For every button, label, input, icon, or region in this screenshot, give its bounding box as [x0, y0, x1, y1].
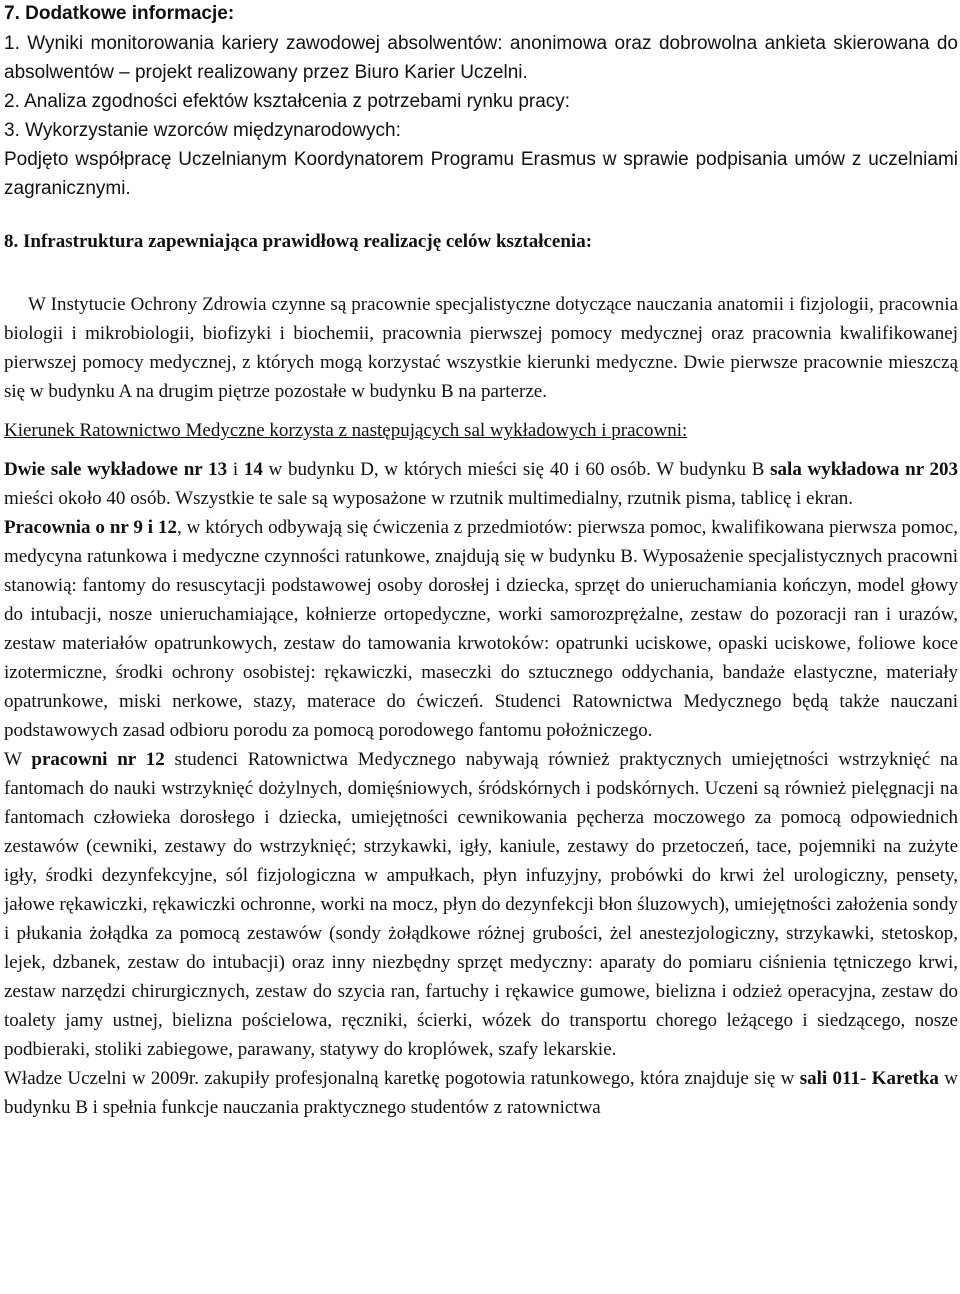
lecture-halls-text-3: mieści około 40 osób. Wszystkie te sale są wyposażone w rzutnik multimedialny, rzutnik pisma, tablicę i ekran. — [4, 488, 853, 509]
lecture-halls-bold-2: 14 — [243, 459, 263, 480]
ambulance-paragraph — [4, 1064, 958, 1122]
lecture-halls-text-2: w budynku D, w których mieści się 40 i 60 osób. W budynku B — [262, 459, 771, 480]
section-8-title: 8. Infrastruktura zapewniająca prawidłową realizację celów kształcenia: — [4, 231, 593, 252]
section-7-item-3-text: Podjęto współpracę Uczelnianym Koordynatorem Programu Erasmus w sprawie podpisania umów z uczelniami zagranicznymi. — [4, 149, 958, 199]
section-7-body — [4, 29, 958, 203]
lecture-halls-bold-3: sala wykładowa nr 203 — [770, 459, 959, 480]
lab-12-text-0: W — [4, 749, 32, 770]
lecture-halls-bold-1: Dwie sale wykładowe nr 13 — [4, 459, 228, 480]
labs-bold-1: Pracownia o nr 9 i 12 — [4, 517, 177, 538]
ambulance-bold-2: Karetka — [871, 1068, 939, 1089]
section-8-subheading-text: Kierunek Ratownictwo Medyczne korzysta z następujących sal wykładowych i pracowni: — [4, 420, 688, 441]
section-7-item-1: 1. Wyniki monitorowania kariery zawodowej absolwentów: anonimowa oraz dobrowolna ankieta skierowana do absolwentów – projekt realizowany przez Biuro Karier Uczelni. — [4, 33, 958, 83]
lecture-halls-text-1: i — [227, 459, 244, 480]
ambulance-text-0: Władze Uczelni w 2009r. zakupiły profesjonalną karetkę pogotowia ratunkowego, która znajduje się w — [4, 1068, 800, 1089]
ambulance-text-1: - — [860, 1068, 872, 1089]
section-8-subheading — [4, 416, 958, 445]
section-7-title: 7. Dodatkowe informacje: — [4, 3, 235, 24]
ambulance-text-2: w budynku B i spełnia funkcje nauczania praktycznego studentów z ratownictwa — [4, 1068, 959, 1118]
lecture-halls-paragraph — [4, 455, 958, 513]
section-8-intro: W Instytucie Ochrony Zdrowia czynne są pracownie specjalistyczne dotyczące nauczania anatomii i fizjologii, pracownia biologii i mikrobiologii, biofizyki i biochemii, pracownia pierwszej pomocy medycznej oraz pracownia kwalifikowanej pierwszej pomocy medycznej, z których mogą korzystać wszystkie kierunki medyczne. Dwie pierwsze pracownie mieszczą się w budynku A na drugim piętrze pozostałe w budynku B na parterze. — [4, 294, 958, 402]
section-7-item-2: 2. Analiza zgodności efektów kształcenia z potrzebami rynku pracy: — [4, 91, 571, 112]
lab-12-text-1: studenci Ratownictwa Medycznego nabywają również praktycznych umiejętności wstrzyknięć na fantomach do nauki wstrzyknięć dożylnych, domięśniowych, śródskórnych i podskórnych. Uczeni są również pielęgnacji na fantomach człowieka dorosłego i dziecka, umiejętności cewnikowania pęcherza moczowego za pomocą odpowiednich zestawów (cewniki, zestawy do wstrzyknięć; strzykawki, igły, kaniule, zestawy do przetoczeń, tace, pojemniki na zużyte igły, środki dezynfekcyjne, sól fizjologiczna w ampułkach, płyn infuzyjny, probówki do krwi żel urologiczny, pensety, jałowe rękawiczki, rękawiczki ochronne, worki na mocz, płyn do dezynfekcji błon śluzowych), umiejętności założenia sondy i płukania żołądka za pomocą zestawów (sondy żołądkowe różnej grubości, żel anestezjologiczny, strzykawki, stetoskop, lejek, dzbanek, zestaw do intubacji) oraz inny niezbędny sprzęt medyczny: aparaty do pomiaru ciśnienia tętniczego krwi, zestaw narzędzi chirurgicznych, zestaw do szycia ran, fartuchy i rękawice gumowe, bielizna i odzież operacyjna, zestaw do toalety jamy ustnej, bielizna pościelowa, ręczniki, ścierki, wózek do transportu chorego leżącego i siedzącego, nosze podbieraki, stoliki zabiegowe, parawany, statywy do kroplówek, szafy lekarskie. — [4, 749, 958, 1060]
document-page — [4, 2, 958, 1122]
section-7-item-3: 3. Wykorzystanie wzorców międzynarodowych: — [4, 120, 401, 141]
labs-paragraph — [4, 513, 958, 745]
lab-12-paragraph — [4, 745, 958, 1064]
ambulance-bold-1: sali 011 — [799, 1068, 861, 1089]
lab-12-bold-1: pracowni nr 12 — [31, 749, 165, 770]
labs-text-1: , w których odbywają się ćwiczenia z przedmiotów: pierwsza pomoc, kwalifikowana pierwsza pomoc, medycyna ratunkowa i medyczne czynności ratunkowe, znajdują się w budynku B. Wyposażenie specjalistycznych pracowni stanowią: fantomy do resuscytacji podstawowej osoby dorosłej i dziecka, sprzęt do unieruchamiania kończyn, model głowy do intubacji, nosze unieruchamiające, kołnierze ortopedyczne, worki samorozprężalne, zestaw do pozoracji ran i urazów, zestaw materiałów opatrunkowych, zestaw do tamowania krwotoków: opatrunki uciskowe, opaski uciskowe, foliowe koce izotermiczne, środki ochrony osobistej: rękawiczki, maseczki do sztucznego oddychania, bandaże elastyczne, materiały opatrunkowe, miski nerkowe, stazy, materace do ćwiczeń. Studenci Ratownictwa Medycznego będą także nauczani podstawowych zasad odbioru porodu za pomocą porodowego fantomu położniczego. — [4, 517, 958, 741]
